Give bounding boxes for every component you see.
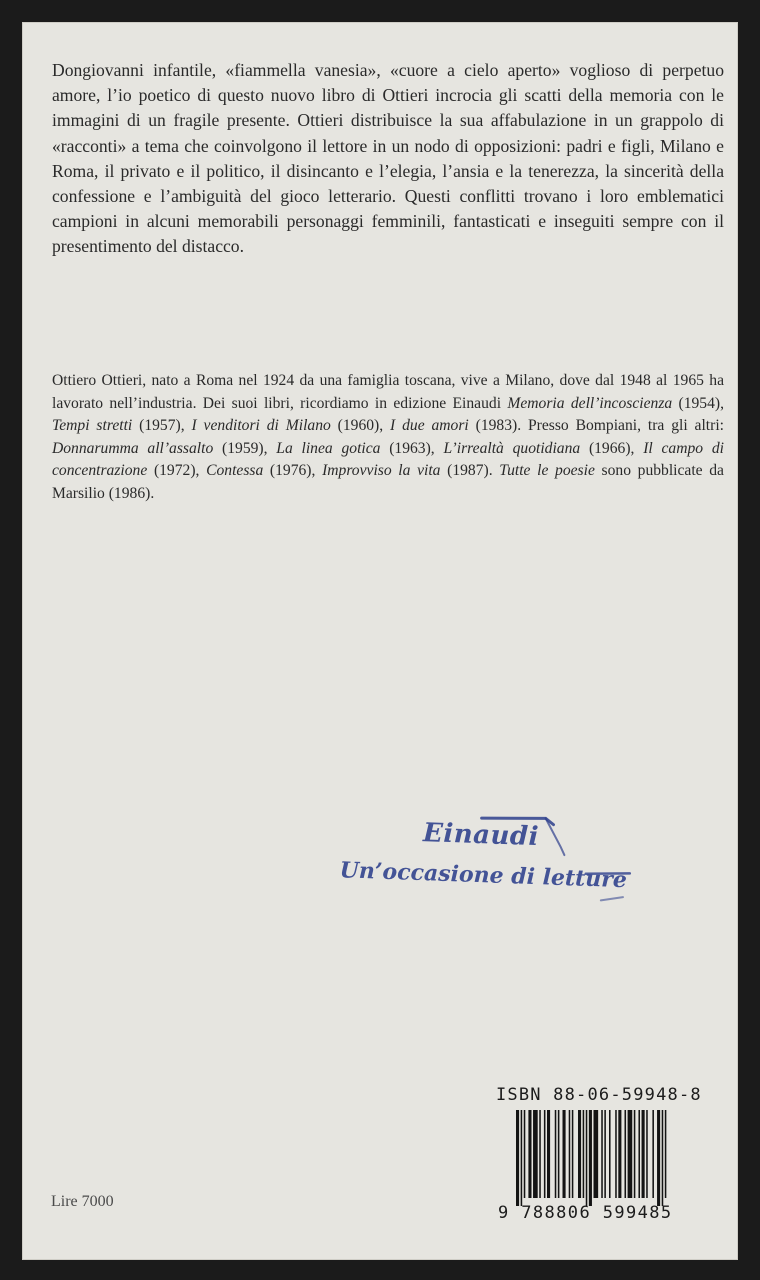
barcode-bar	[665, 1110, 667, 1198]
barcode-bar	[558, 1110, 560, 1198]
bio-year: (1987).	[440, 462, 500, 480]
stamp-publisher-name: Einaudi	[422, 818, 540, 853]
barcode-bar	[563, 1110, 566, 1198]
barcode-bar	[609, 1110, 611, 1198]
barcode-bar	[521, 1110, 523, 1206]
barcode-bar	[628, 1110, 633, 1198]
barcode-bar	[586, 1110, 588, 1206]
bio-year: (1983). Presso Bompiani, tra gli altri:	[468, 417, 724, 435]
book-title: Memoria dell’incoscienza	[507, 394, 673, 412]
book-title: I venditori di Milano	[191, 417, 331, 435]
barcode-bar	[638, 1110, 640, 1198]
book-title: La linea gotica	[276, 439, 381, 457]
barcode-bar	[569, 1110, 571, 1198]
barcode-bar	[604, 1110, 606, 1198]
barcode	[496, 1110, 718, 1222]
stamp-slogan: Un’occasione di letture	[339, 857, 628, 894]
bio-intro: Ottiero Ottieri, nato a Roma nel 1924 da una famiglia toscana, vive a Milano, dove dal 1948 al 1965 ha lavorato nell’industria. Dei suoi libri, ricordiamo in edizione Einaudi	[52, 372, 724, 412]
book-title: Donnarumma all’assalto	[52, 439, 214, 457]
barcode-bar	[589, 1110, 592, 1206]
bio-year: sono pubblicate da Marsilio (1986).	[52, 462, 724, 502]
bio-year: (1959),	[213, 439, 277, 457]
barcode-bar	[547, 1110, 550, 1198]
author-bio	[52, 370, 724, 506]
bio-year: (1957),	[132, 417, 192, 435]
bio-year: (1960),	[330, 417, 391, 435]
barcode-bars	[516, 1110, 666, 1206]
barcode-bar	[625, 1110, 627, 1198]
book-title: Tutte le poesie	[499, 462, 595, 480]
barcode-bar	[662, 1110, 664, 1206]
barcode-bar	[555, 1110, 557, 1198]
book-title: Tempi stretti	[52, 417, 133, 435]
barcode-bar	[594, 1110, 599, 1198]
book-title: L’irrealtà quotidiana	[443, 439, 581, 457]
barcode-bar	[642, 1110, 645, 1198]
barcode-bar	[646, 1110, 648, 1198]
barcode-bar	[516, 1110, 519, 1206]
barcode-bar	[524, 1110, 526, 1198]
barcode-bar	[583, 1110, 585, 1198]
back-cover	[22, 22, 738, 1260]
barcode-bar	[615, 1110, 617, 1198]
barcode-bar	[533, 1110, 538, 1198]
bio-year: (1976),	[263, 462, 323, 480]
bio-year: (1963),	[380, 439, 444, 457]
barcode-bar	[572, 1110, 574, 1198]
barcode-bar	[544, 1110, 546, 1198]
barcode-bar	[578, 1110, 581, 1198]
barcode-bar	[652, 1110, 654, 1198]
book-title: Contessa	[206, 462, 264, 480]
barcode-bar	[539, 1110, 541, 1198]
barcode-bar	[618, 1110, 621, 1198]
barcode-bar	[634, 1110, 636, 1198]
book-title: Improvviso la vita	[322, 462, 441, 480]
price-label: Lire 7000	[51, 1193, 114, 1210]
blurb-text: Dongiovanni infantile, «fiammella vanesia», «cuore a cielo aperto» voglioso di perpetuo amore, l’io poetico di questo nuovo libro di Ottieri incrocia gli scatti della memoria con le immagini di un fragile presente. Ottieri distribuisce la sua affabulazione in un grappolo di «racconti» a tema che coinvolgono il lettore in un nodo di opposizioni: padri e figli, Milano e Roma, il privato e il politico, il disincanto e l’elegia, l’ansia e la tenerezza, la sincerità della confessione e l’ambiguità del gioco letterario. Questi conflitti trovano i loro emblematici campioni in alcuni memorabili personaggi femminili, fantasticati e inseguiti sempre con il presentimento del distacco.	[52, 60, 724, 257]
barcode-bar	[601, 1110, 603, 1198]
barcode-bar	[528, 1110, 531, 1198]
isbn-number: ISBN 88-06-59948-8	[496, 1085, 702, 1105]
publisher-stamp	[310, 794, 644, 935]
bio-year: (1954),	[672, 394, 724, 412]
bio-year: (1972),	[147, 462, 207, 480]
bio-year: (1966),	[580, 439, 644, 457]
barcode-digits: 9 788806 599485	[498, 1203, 673, 1222]
book-title: I due amori	[390, 417, 469, 435]
barcode-bar	[657, 1110, 660, 1206]
book-title: Il campo di concentrazione	[52, 439, 724, 480]
